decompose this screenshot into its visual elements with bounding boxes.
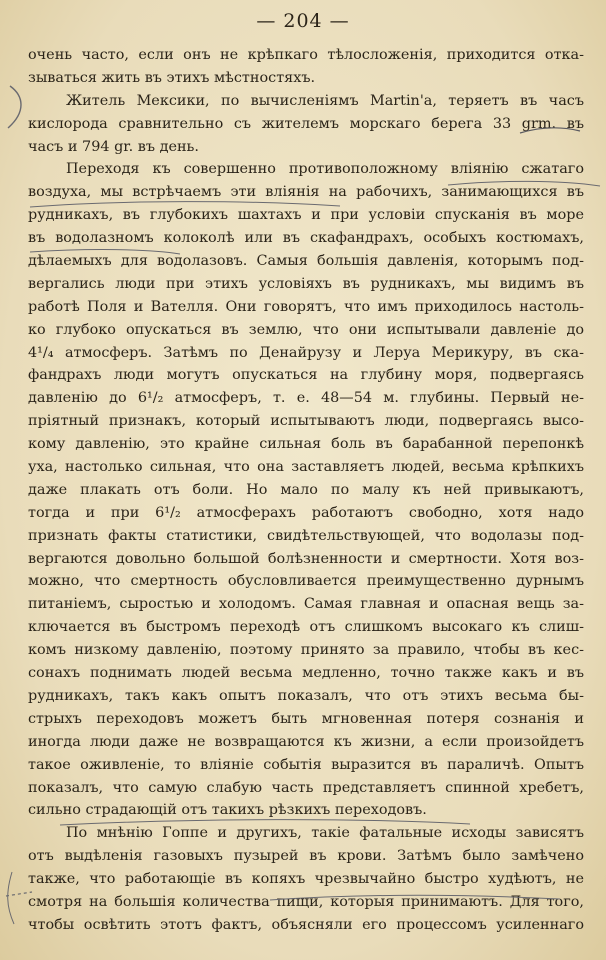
- text-line: уха, настолько сильная, что она заставляетъ людей, весьма крѣпкихъ: [28, 459, 584, 476]
- text-line: фандрахъ люди могутъ опускаться на глубину моря, подвергаясь: [28, 367, 584, 384]
- text-line: также, что работающіе въ копяхъ чрезвычайно быстро худѣютъ, не: [28, 871, 584, 888]
- text-line: очень часто, если онъ не крѣпкаго тѣлосложенія, приходится отка-: [28, 47, 584, 63]
- text-line: вергаются довольно большой болѣзненности и смертности. Хотя воз-: [28, 550, 584, 567]
- text-line: дѣлаемыхъ для водолазовъ. Самыя большія давленія, которымъ под-: [28, 253, 584, 270]
- text-line: можно, что смертность обусловливается преимущественно дурнымъ: [28, 573, 584, 590]
- text-line: показалъ, что самую слабую часть представляетъ спинной хребетъ,: [28, 779, 584, 796]
- text-line: такое оживленіе, то вліяніе событія выразится въ параличѣ. Опытъ: [28, 756, 584, 773]
- pencil-margin-dash-icon: [2, 862, 36, 932]
- text-line: иногда люди даже не возвращаются къ жизни, а если произойдетъ: [28, 733, 584, 750]
- body-text: [28, 44, 584, 937]
- text-line: рудникахъ, такъ какъ опытъ показалъ, что отъ этихъ весьма бы-: [28, 687, 584, 704]
- text-line: вергались люди при этихъ условіяхъ въ рудникахъ, мы видимъ въ: [28, 275, 584, 292]
- text-line: Переходя къ совершенно противоположному вліянію сжатаго: [66, 161, 584, 178]
- text-line: Житель Мексики, по вычисленіямъ Martin'а, теряетъ въ часъ: [66, 92, 584, 109]
- text-line: стрыхъ переходовъ можетъ быть мгновенная потеря сознанія и: [28, 710, 584, 727]
- pencil-margin-bracket-icon: [2, 82, 32, 132]
- text-line: ключается въ быстромъ переходѣ отъ слишкомъ высокаго къ слиш-: [28, 619, 584, 636]
- text-line: По мнѣнію Гоппе и другихъ, такіе фатальные исходы зависятъ: [66, 825, 584, 842]
- text-line: часъ и 794 gr. въ день.: [28, 138, 199, 155]
- text-line: давленію до 6¹/₂ атмосферъ, т. е. 48—54 м. глубины. Первый не-: [28, 390, 584, 407]
- text-line: сильно страдающій отъ такихъ рѣзкихъ переходовъ.: [28, 802, 427, 819]
- text-line: признать факты статистики, свидѣтельствующей, что водолазы под-: [28, 527, 584, 544]
- text-line: смотря на большія количества пищи, которыя принимаютъ. Для того,: [28, 893, 584, 910]
- text-line: ко глубоко опускаться въ землю, что они испытывали давленіе до: [28, 321, 584, 338]
- text-line: питаніемъ, сыростью и холодомъ. Самая главная и опасная вещь за-: [28, 596, 584, 613]
- text-line: сонахъ поднимать людей весьма медленно, точно также какъ и въ: [28, 665, 584, 682]
- text-line: чтобы освѣтить этотъ фактъ, объясняли его процессомъ усиленнаго: [28, 916, 584, 933]
- text-line: кислорода сравнительно съ жителемъ морскаго берега 33 grm. въ: [28, 115, 584, 132]
- page-number: — 204 —: [256, 10, 350, 32]
- text-line: воздуха, мы встрѣчаемъ эти вліянія на рабочихъ, занимающихся въ: [28, 184, 584, 201]
- text-line: работѣ Поля и Вателля. Они говорятъ, что имъ приходилось настоль-: [28, 298, 584, 315]
- text-line: рудникахъ, въ глубокихъ шахтахъ и при условіи спусканія въ море: [28, 207, 584, 224]
- text-line: зываться жить въ этихъ мѣстностяхъ.: [28, 69, 316, 86]
- text-line: отъ выдѣленія газовыхъ пузырей въ крови. Затѣмъ было замѣчено: [28, 848, 584, 865]
- text-line: 4¹/₄ атмосферъ. Затѣмъ по Денайрузу и Леруа Мерикуру, въ ска-: [28, 344, 584, 361]
- text-line: въ водолазномъ колоколѣ или въ скафандрахъ, особыхъ костюмахъ,: [28, 230, 584, 247]
- text-line: даже плакать отъ боли. Но мало по малу къ ней привыкаютъ,: [28, 481, 584, 498]
- text-line: пріятный признакъ, который испытываютъ люди, подвергаясь высо-: [28, 413, 584, 430]
- text-line: тогда и при 6¹/₂ атмосферахъ работаютъ свободно, хотя надо: [28, 504, 584, 521]
- text-line: комъ низкому давленію, поэтому принято за правило, чтобы въ кес-: [28, 642, 584, 659]
- text-line: кому давленію, это крайне сильная боль въ барабанной перепонкѣ: [28, 436, 584, 453]
